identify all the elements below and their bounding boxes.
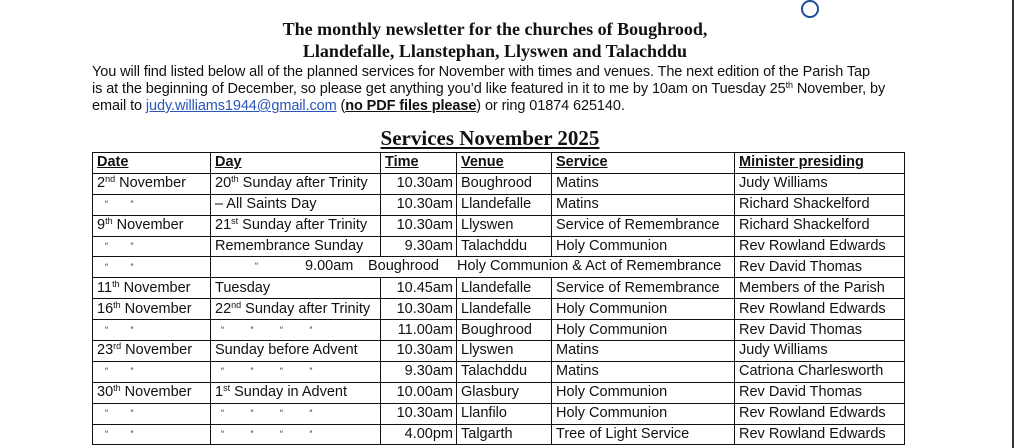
date-num: 16 bbox=[97, 300, 114, 317]
day-text: Sunday after Trinity bbox=[238, 217, 368, 234]
date-cell bbox=[93, 278, 211, 299]
time-cell: 4.00pm bbox=[381, 424, 457, 445]
table-row bbox=[93, 257, 905, 278]
date-month: November bbox=[120, 384, 192, 401]
date-cell: “ “ bbox=[93, 257, 211, 278]
day-num: 20 bbox=[215, 175, 232, 192]
date-month: November bbox=[121, 342, 193, 359]
table-row bbox=[93, 173, 905, 194]
service-cell: Matins bbox=[552, 361, 735, 382]
day-cell: “ “ “ “ bbox=[211, 424, 381, 445]
intro-line1: You will find listed below all of the planned services for November with times and venues. The next edition of the Parish Tap bbox=[92, 64, 870, 80]
table-row bbox=[93, 215, 905, 236]
venue-cell: Boughrood bbox=[457, 320, 552, 341]
day-num: 1 bbox=[215, 384, 224, 401]
day-cell: “ “ “ “ bbox=[211, 320, 381, 341]
intro-line3 bbox=[92, 98, 912, 115]
service-cell: Holy Communion bbox=[552, 382, 735, 403]
header-time: Time bbox=[381, 153, 457, 174]
newsletter-title-line1: The monthly newsletter for the churches of Boughrood, bbox=[282, 19, 708, 39]
day-sup: th bbox=[231, 174, 239, 185]
service-cell: Matins bbox=[552, 173, 735, 194]
table-row bbox=[93, 341, 905, 362]
venue-cell: Talgarth bbox=[457, 424, 552, 445]
minister-cell: Catriona Charlesworth bbox=[735, 361, 905, 382]
time-cell: 9.30am bbox=[381, 361, 457, 382]
venue-cell: Talachddu bbox=[457, 236, 552, 257]
table-header-row bbox=[93, 153, 905, 174]
day-text: Sunday after Trinity bbox=[241, 300, 371, 317]
minister-cell: Rev Rowland Edwards bbox=[735, 299, 905, 320]
day-sup: st bbox=[223, 383, 231, 394]
time-cell: 10.30am bbox=[381, 403, 457, 424]
intro-line2-end: November, by bbox=[792, 81, 886, 97]
table-row bbox=[93, 236, 905, 257]
date-num: 30 bbox=[97, 384, 114, 401]
venue-cell: Boughrood bbox=[457, 173, 552, 194]
date-num: 9 bbox=[97, 217, 106, 234]
minister-cell: Richard Shackelford bbox=[735, 215, 905, 236]
header-day: Day bbox=[211, 153, 381, 174]
date-cell: “ “ bbox=[93, 194, 211, 215]
circle-shape bbox=[801, 0, 819, 18]
date-cell: “ “ bbox=[93, 403, 211, 424]
service-cell: Holy Communion bbox=[552, 320, 735, 341]
venue-cell: Llandefalle bbox=[457, 299, 552, 320]
time-cell: 9.30am bbox=[381, 236, 457, 257]
header-date: Date bbox=[93, 153, 211, 174]
date-month: November bbox=[115, 175, 187, 192]
merged-ditto: “ bbox=[255, 261, 258, 272]
service-cell: Service of Remembrance bbox=[552, 215, 735, 236]
minister-cell: Rev David Thomas bbox=[735, 382, 905, 403]
date-sup: th bbox=[105, 216, 113, 227]
day-cell: Tuesday bbox=[211, 278, 381, 299]
services-table bbox=[92, 152, 905, 445]
intro-paragraph bbox=[92, 64, 912, 115]
day-cell: “ “ “ “ bbox=[211, 361, 381, 382]
date-cell bbox=[93, 299, 211, 320]
date-sup: th bbox=[112, 278, 120, 289]
newsletter-title-line2: Llandefalle, Llanstephan, Llyswen and Talachddu bbox=[302, 41, 688, 61]
intro-line3-end: ) or ring 01874 625140. bbox=[476, 98, 625, 114]
day-num: 21 bbox=[215, 217, 232, 234]
time-cell: 10.30am bbox=[381, 299, 457, 320]
header-venue: Venue bbox=[457, 153, 552, 174]
venue-cell: Llandefalle bbox=[457, 194, 552, 215]
date-sup: nd bbox=[105, 174, 116, 185]
minister-cell: Judy Williams bbox=[735, 341, 905, 362]
date-cell bbox=[93, 382, 211, 403]
venue-cell: Llanfilo bbox=[457, 403, 552, 424]
time-cell: 10.30am bbox=[381, 194, 457, 215]
minister-cell: Rev Rowland Edwards bbox=[735, 424, 905, 445]
service-cell: Tree of Light Service bbox=[552, 424, 735, 445]
intro-line2 bbox=[92, 81, 912, 98]
services-heading: Services November 2025 bbox=[380, 126, 600, 150]
table-row bbox=[93, 424, 905, 445]
minister-cell: Rev David Thomas bbox=[735, 320, 905, 341]
day-sup: st bbox=[231, 216, 239, 227]
venue-cell: Talachddu bbox=[457, 361, 552, 382]
minister-cell: Judy Williams bbox=[735, 173, 905, 194]
date-num: 11 bbox=[97, 279, 113, 296]
day-cell bbox=[211, 299, 381, 320]
date-num: 23 bbox=[97, 342, 114, 359]
venue-cell: Llandefalle bbox=[457, 278, 552, 299]
table-row bbox=[93, 320, 905, 341]
day-cell: – All Saints Day bbox=[211, 194, 381, 215]
merged-time: 9.00am bbox=[305, 258, 354, 275]
date-cell: “ “ bbox=[93, 424, 211, 445]
venue-cell: Llyswen bbox=[457, 215, 552, 236]
time-cell: 10.45am bbox=[381, 278, 457, 299]
day-cell bbox=[211, 382, 381, 403]
time-cell: 10.30am bbox=[381, 341, 457, 362]
header-service: Service bbox=[552, 153, 735, 174]
merged-service: Holy Communion & Act of Remembrance bbox=[457, 258, 722, 275]
time-cell: 10.30am bbox=[381, 173, 457, 194]
service-cell: Service of Remembrance bbox=[552, 278, 735, 299]
minister-cell: Richard Shackelford bbox=[735, 194, 905, 215]
date-num: 2 bbox=[97, 175, 106, 192]
minister-cell: Rev Rowland Edwards bbox=[735, 403, 905, 424]
service-cell: Matins bbox=[552, 194, 735, 215]
date-sup: rd bbox=[113, 341, 122, 352]
service-cell: Holy Communion bbox=[552, 236, 735, 257]
service-cell: Matins bbox=[552, 341, 735, 362]
minister-cell: Members of the Parish bbox=[735, 278, 905, 299]
time-cell: 10.30am bbox=[381, 215, 457, 236]
intro-line3-text: email to bbox=[92, 98, 146, 114]
date-cell: “ “ bbox=[93, 236, 211, 257]
day-cell bbox=[211, 173, 381, 194]
minister-cell: Rev Rowland Edwards bbox=[735, 236, 905, 257]
intro-line2-text: is at the beginning of December, so please get anything you’d like featured in it to me by 10am on Tuesday 25 bbox=[92, 81, 786, 97]
day-text: Sunday after Trinity bbox=[238, 175, 368, 192]
venue-cell: Llyswen bbox=[457, 341, 552, 362]
date-sup: th bbox=[113, 383, 121, 394]
date-cell bbox=[93, 215, 211, 236]
service-cell: Holy Communion bbox=[552, 403, 735, 424]
intro-line3-paren: ( bbox=[336, 98, 346, 114]
date-cell bbox=[93, 341, 211, 362]
table-row bbox=[93, 194, 905, 215]
minister-cell: Rev David Thomas bbox=[735, 257, 905, 278]
intro-line2-sup: th bbox=[785, 80, 793, 90]
day-text: Sunday in Advent bbox=[230, 384, 347, 401]
table-row bbox=[93, 361, 905, 382]
day-num: 22 bbox=[215, 300, 232, 317]
header-minister: Minister presiding bbox=[735, 153, 905, 174]
day-cell: Remembrance Sunday bbox=[211, 236, 381, 257]
date-month: November bbox=[119, 279, 191, 296]
merged-service-cell bbox=[211, 257, 735, 278]
date-month: November bbox=[112, 217, 184, 234]
table-row bbox=[93, 382, 905, 403]
date-cell: “ “ bbox=[93, 361, 211, 382]
day-sup: nd bbox=[231, 299, 242, 310]
table-row bbox=[93, 299, 905, 320]
date-cell: “ “ bbox=[93, 320, 211, 341]
date-cell bbox=[93, 173, 211, 194]
day-cell: Sunday before Advent bbox=[211, 341, 381, 362]
day-cell bbox=[211, 215, 381, 236]
time-cell: 11.00am bbox=[381, 320, 457, 341]
no-pdf-note: no PDF files please bbox=[345, 98, 477, 114]
page-edge-line bbox=[1012, 0, 1014, 448]
date-month: November bbox=[120, 300, 192, 317]
service-cell: Holy Communion bbox=[552, 299, 735, 320]
date-sup: th bbox=[113, 299, 121, 310]
venue-cell: Glasbury bbox=[457, 382, 552, 403]
email-link[interactable]: judy.williams1944@gmail.com bbox=[145, 98, 337, 114]
time-cell: 10.00am bbox=[381, 382, 457, 403]
day-cell: “ “ “ “ bbox=[211, 403, 381, 424]
table-row bbox=[93, 278, 905, 299]
table-row bbox=[93, 403, 905, 424]
merged-venue: Boughrood bbox=[368, 258, 439, 275]
